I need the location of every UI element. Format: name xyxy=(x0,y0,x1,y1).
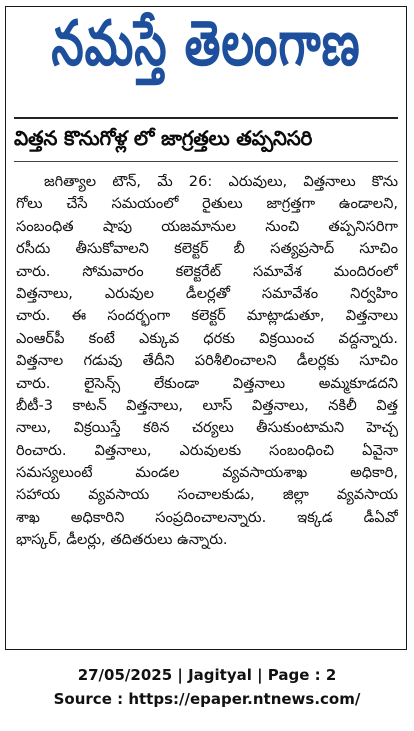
news-clipping xyxy=(5,6,407,650)
article-line: చారు. సోమవారం కలెక్టరేట్ సమావేశ మందిరంలో xyxy=(16,262,398,280)
article-line: సంబంధిత షాపు యజమానుల నుంచి తప్పనిసరిగా xyxy=(16,217,398,235)
article-line: సహాయ వ్యవసాయ సంచాలకుడు, జిల్లా వ్యవసాయ xyxy=(16,486,398,504)
article-line: సమస్యలుంటే మండల వ్యవసాయశాఖ అధికారి, xyxy=(16,464,398,482)
headline-divider xyxy=(14,161,398,162)
source-link[interactable]: Source : https://epaper.ntnews.com/ xyxy=(53,690,361,708)
article-line: రసీదు తీసుకోవాలని కలెక్టర్ బీ సత్యప్రసాద్ సూచిం xyxy=(16,240,398,258)
article-line: బీటీ-3 కాటన్ విత్తనాలు, లూస్ విత్తనాలు, నకిలీ విత్త xyxy=(16,396,398,414)
article-line: చారు. లైసెన్స్ లేకుండా విత్తనాలు అమ్మకూడదని xyxy=(16,374,398,392)
article-line: విత్తనాలు, ఎరువుల డీలర్లతో సమావేశం నిర్వహిం xyxy=(16,284,398,302)
article-headline: విత్తన కొనుగోళ్ల లో జాగ్రత్తలు తప్పనిసరి xyxy=(14,126,313,150)
article-line: చారు. ఈ సందర్భంగా కలెక్టర్ మాట్లాడుతూ, విత్తనాలు xyxy=(16,307,398,325)
article-line: శాఖ అధికారిని సంప్రదించాలన్నారు. ఇక్కడ డీఏవో xyxy=(16,508,398,526)
masthead-divider xyxy=(14,117,398,119)
article-line: ఎంఆర్‌పీ కంటే ఎక్కువ ధరకు విక్రయించ వద్దన్నారు. xyxy=(16,329,398,347)
newspaper-masthead xyxy=(6,7,406,95)
masthead-title: నమస్తే తెలంగాణ xyxy=(51,7,361,80)
article-line: రించారు. విత్తనాలు, ఎరువులకు సంబంధించి ఏవైనా xyxy=(16,441,398,459)
date-edition-page: 27/05/2025 | Jagityal | Page : 2 xyxy=(77,666,337,684)
article-body xyxy=(16,171,398,552)
article-line: జగిత్యాల టౌన్, మే 26: ఎరువులు, విత్తనాలు కొను xyxy=(44,173,398,190)
article-line: నాలు, విక్రయిస్తే కఠిన చర్యలు తీసుకుంటామని హెచ్చ xyxy=(16,419,398,437)
article-line: గోలు చేసే సమయంలో రైతులు జాగ్రత్తగా ఉండాలని, xyxy=(16,195,398,213)
article-line: విత్తనాల గడువు తేదీని పరిశీలించాలని డీలర్లకు సూచిం xyxy=(16,352,398,370)
article-line: భాస్కర్, డీలర్లు, తదితరులు ఉన్నారు. xyxy=(16,531,228,549)
